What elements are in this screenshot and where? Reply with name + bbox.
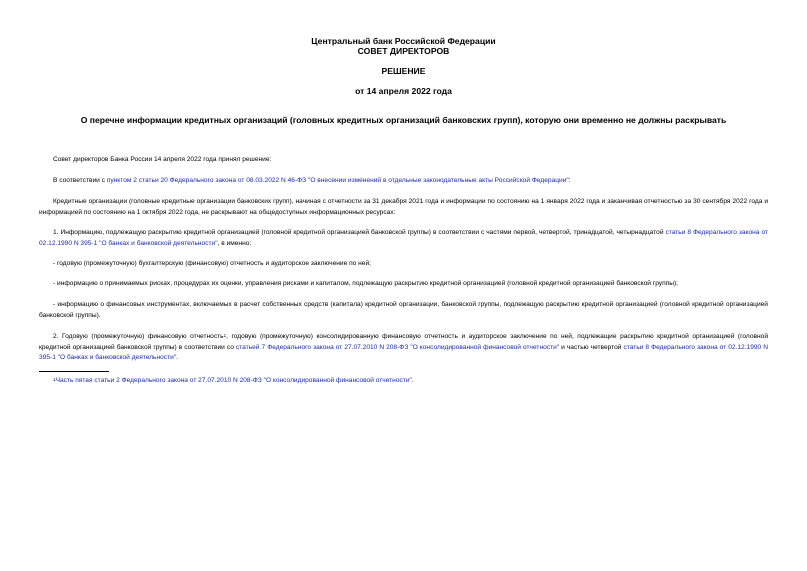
- item-1-prefix-text: 1. Информацию, подлежащую раскрытию кредитной организацией (головной кредитной организацией банковской группы) в соответствии с частями первой, четвертой, тринадцатой, четырнадцатой: [53, 229, 666, 236]
- item-2-prefix-text: 2. Годовую (промежуточную) финансовую отчетность: [53, 333, 224, 340]
- footnote-law-208fz-link[interactable]: Часть пятая статьи 2 Федерального закона от 27.07.2010 N 208-ФЗ "О консолидированной финансовой отчетности": [55, 377, 412, 384]
- basis-suffix-text: :: [568, 177, 571, 184]
- intro-text: Совет директоров Банка России 14 апреля 2022 года принял решение:: [53, 156, 272, 163]
- dash-item-2-text: - информацию о принимаемых рисках, процедурах их оценки, управления рисками и капиталом, подлежащую раскрытию кредитной организацией (головной кредитной организацией банковской группы);: [53, 280, 678, 287]
- document-title: О перечне информации кредитных организаций (головных кредитных организаций банковских групп), которую они временно не должны раскрывать: [80, 115, 727, 125]
- main-paragraph: [39, 197, 768, 218]
- footnote-divider: [39, 371, 109, 372]
- law-46fz-link[interactable]: пунктом 2 статьи 20 Федерального закона от 08.03.2022 N 46-ФЗ "О внесении изменений в отдельные законодательные акты Российской Федерации": [106, 177, 569, 184]
- document-type: РЕШЕНИЕ: [381, 66, 426, 76]
- footnote: [53, 375, 753, 386]
- board-name: СОВЕТ ДИРЕКТОРОВ: [357, 46, 450, 56]
- item-2-paragraph: [39, 331, 768, 364]
- law-395-1-article-8-link-2[interactable]: статьи 8 Федерального закона от 02.12.1990 N 395-1 "О банках и банковской деятельности": [39, 343, 768, 361]
- item-1-paragraph: [39, 228, 768, 249]
- dash-item-1: [39, 259, 768, 270]
- item-1-suffix-text: , в именно:: [217, 239, 252, 247]
- dash-item-2: [39, 279, 768, 290]
- organization-name: Центральный банк Российской Федерации: [311, 36, 496, 46]
- item-2-and-text: и частью четвертой: [559, 343, 624, 351]
- item-2-middle-text: , годовую (промежуточную) консолидированную финансовую отчетность и аудиторское заключение по ней, подлежащие раскрытию кредитной организацией (головной кредитной организацией банковской группы) в соответствии со: [39, 333, 768, 351]
- main-text: Кредитные организации (головные кредитные организации банковских групп), начиная с отчетности за 31 декабря 2021 года и информации по состоянию на 1 января 2022 года и заканчивая отчетностью за 30 сентября 2022 года и информацией по состоянию на 1 октября 2022 года, не раскрывают на общедоступных информационных ресурсах:: [39, 198, 768, 216]
- document-date: от 14 апреля 2022 года: [355, 86, 452, 96]
- basis-prefix-text: В соответствии с: [53, 177, 107, 184]
- footnote-reference[interactable]: 1: [223, 333, 227, 338]
- footnote-mark: 1: [53, 377, 56, 382]
- law-395-1-article-8-link[interactable]: статьи 8 Федерального закона от 02.12.1990 N 395-1 "О банках и банковской деятельности": [39, 229, 768, 247]
- basis-paragraph: [39, 176, 768, 187]
- dash-item-3-text: - информацию о финансовых инструментах, включаемых в расчет собственных средств (капитала) кредитной организации, банковской группы, подлежащую раскрытию кредитной организацией (головной кредитной организацией банковской группы).: [39, 301, 768, 319]
- footnote-suffix-text: .: [411, 377, 414, 384]
- law-208fz-article-7-link[interactable]: статьей 7 Федерального закона от 27.07.2010 N 208-ФЗ "О консолидированной финансовой отчетности": [235, 343, 560, 351]
- dash-item-3: [39, 300, 768, 321]
- intro-paragraph: [39, 155, 768, 166]
- dash-item-1-text: - годовую (промежуточную) бухгалтерскую (финансовую) отчетность и аудиторское заключение по ней;: [53, 260, 371, 267]
- item-2-suffix-text: .: [176, 354, 178, 361]
